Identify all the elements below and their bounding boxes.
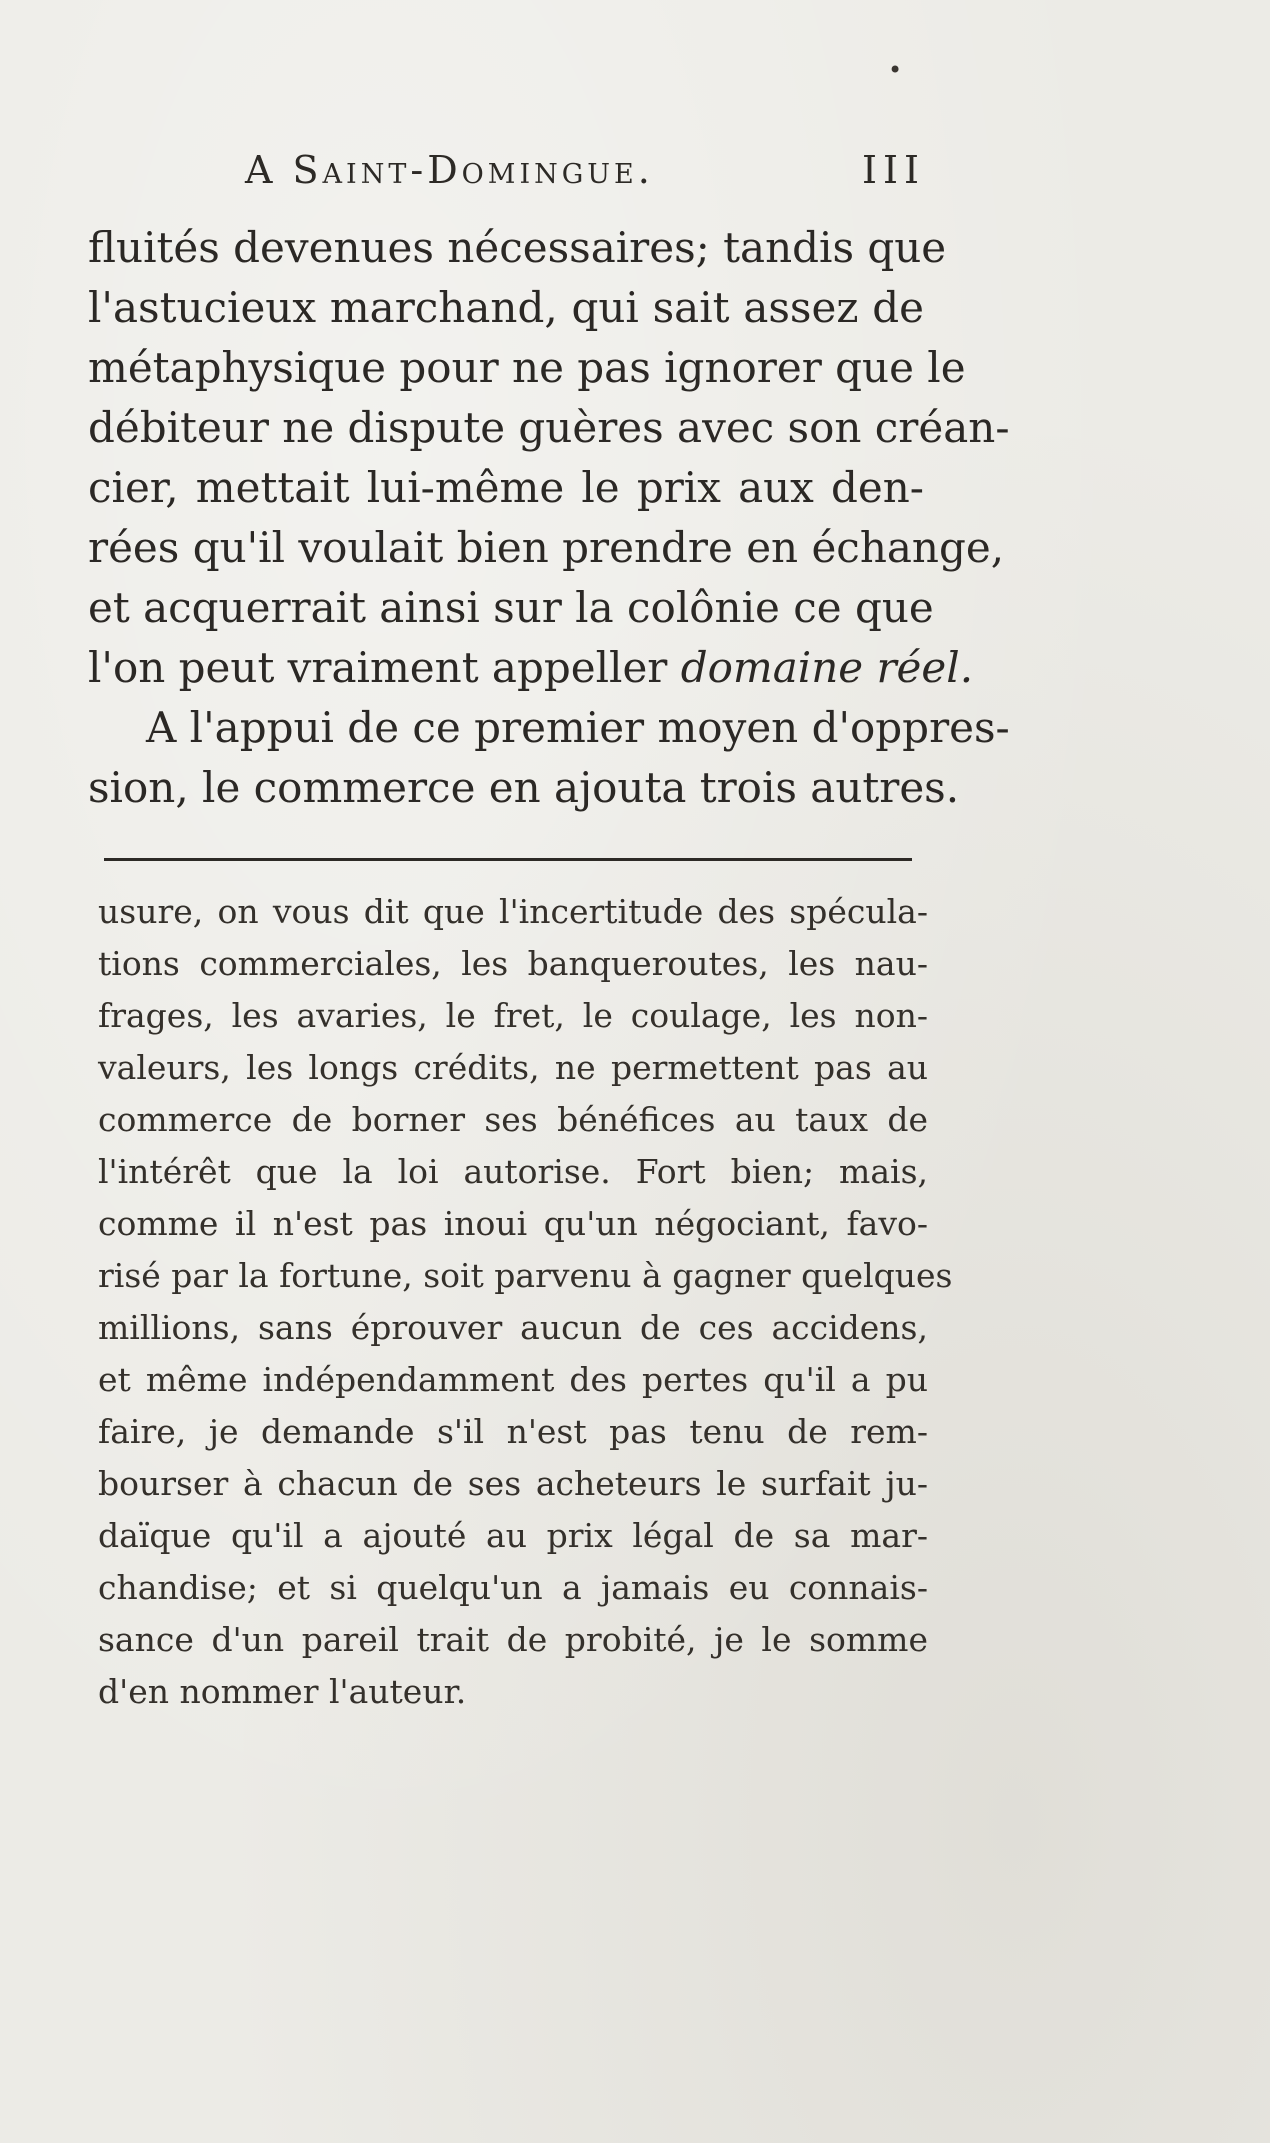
footnote-line: sance d'un pareil trait de probité, je le somme (98, 1620, 928, 1659)
main-text-line: métaphysique pour ne pas ignorer que le (88, 343, 966, 392)
footnote-line: risé par la fortune, soit parvenu à gagner quelques (98, 1256, 953, 1295)
footnote-line: l'intérêt que la loi autorise. Fort bien; mais, (98, 1152, 928, 1191)
footnote-line: et même indépendamment des pertes qu'il a pu (98, 1360, 928, 1399)
footnote-block (98, 886, 953, 1718)
italic-phrase: domaine réel. (680, 643, 974, 692)
main-text-line-with-italic (88, 638, 974, 698)
footnote-line: frages, les avaries, le fret, le coulage, les non- (98, 996, 928, 1035)
main-text-line-lead: l'on peut vraiment appeller (88, 643, 668, 692)
main-text-line: fluités devenues nécessaires; tandis que (88, 223, 947, 272)
main-text-line: l'astucieux marchand, qui sait assez de (88, 283, 924, 332)
main-text-block (88, 218, 1010, 818)
footnote-line: comme il n'est pas inoui qu'un négociant, favo- (98, 1204, 928, 1243)
footnote-separator-rule (104, 858, 912, 861)
footnote-line: millions, sans éprouver aucun de ces accidens, (98, 1308, 928, 1347)
footnote-line: faire, je demande s'il n'est pas tenu de rem- (98, 1412, 928, 1451)
ink-speck: • (888, 56, 903, 84)
footnote-line: usure, on vous dit que l'incertitude des spécula- (98, 892, 928, 931)
footnote-line: tions commerciales, les banqueroutes, les nau- (98, 944, 928, 983)
main-text-line: cier, mettait lui-même le prix aux den- (88, 463, 924, 512)
footnote-line: d'en nommer l'auteur. (98, 1672, 467, 1711)
footnote-line: valeurs, les longs crédits, ne permettent pas au (98, 1048, 928, 1087)
main-text-line: et acquerrait ainsi sur la colônie ce que (88, 583, 934, 632)
footnote-line: commerce de borner ses bénéfices au taux de (98, 1100, 928, 1139)
footnote-line: daïque qu'il a ajouté au prix légal de sa mar- (98, 1516, 928, 1555)
main-text-line: A l'appui de ce premier moyen d'oppres- (146, 703, 1010, 752)
main-text-line: débiteur ne dispute guères avec son créan- (88, 403, 1010, 452)
running-title: A Saint-Domingue. (245, 148, 654, 192)
footnote-line: chandise; et si quelqu'un a jamais eu connais- (98, 1568, 928, 1607)
main-text-line: sion, le commerce en ajouta trois autres. (88, 763, 960, 812)
page-number: III (861, 148, 925, 192)
footnote-line: bourser à chacun de ses acheteurs le surfait ju- (98, 1464, 928, 1503)
main-text-line: rées qu'il voulait bien prendre en échange, (88, 523, 1005, 572)
